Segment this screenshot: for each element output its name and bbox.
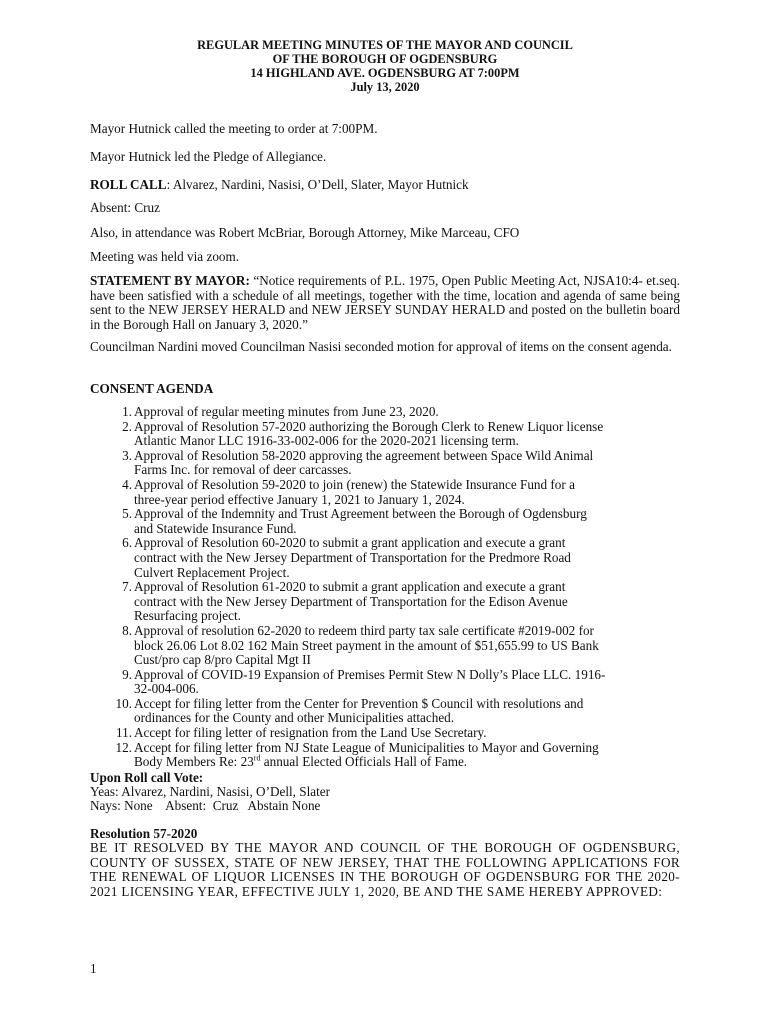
agenda-item-line: Approval of COVID-19 Expansion of Premises Permit Stew N Dolly’s Place LLC. 1916- <box>134 666 606 682</box>
agenda-item-line: and Statewide Insurance Fund. <box>134 520 297 536</box>
attendance: Also, in attendance was Robert McBriar, Borough Attorney, Mike Marceau, CFO <box>90 225 520 240</box>
motion: Councilman Nardini moved Councilman Nasisi seconded motion for approval of items on the consent agenda. <box>90 339 672 354</box>
consent-agenda-list <box>90 405 680 770</box>
title-line-3: 14 HIGHLAND AVE. OGDENSBURG AT 7:00PM <box>250 66 520 80</box>
agenda-item-line: Accept for filing letter from NJ State League of Municipalities to Mayor and Governing <box>134 739 599 755</box>
agenda-item-line: Approval of resolution 62-2020 to redeem third party tax sale certificate #2019-002 for <box>134 622 594 638</box>
agenda-item-line: contract with the New Jersey Department of Transportation for the Edison Avenue <box>134 593 568 609</box>
roll-call <box>90 178 680 193</box>
agenda-item-line: Farms Inc. for removal of deer carcasses. <box>134 462 352 478</box>
vote-heading: Upon Roll call Vote: <box>90 770 204 785</box>
agenda-item-line: Approval of Resolution 57-2020 authorizing the Borough Clerk to Renew Liquor license <box>134 418 604 434</box>
agenda-item <box>90 624 694 668</box>
roll-call-present: : Alvarez, Nardini, Nasisi, O’Dell, Slater, Mayor Hutnick <box>166 177 469 192</box>
agenda-item-line <box>134 755 694 770</box>
agenda-item-line: Approval of Resolution 59-2020 to join (renew) the Statewide Insurance Fund for a <box>134 476 575 492</box>
agenda-item-line: Culvert Replacement Project. <box>134 564 290 580</box>
statement-text: “Notice requirements of P.L. 1975, Open Public Meeting Act, NJSA10:4- et.seq. have been satisfied with a schedule of all meetings, together with the time, location and agenda of same being sent to the NEW JERSEY HERALD and NEW JERSEY SUNDAY HERALD and posted on the bulletin board in the Borough Hall on January 3, 2020.” <box>90 273 680 332</box>
statement-label: STATEMENT BY MAYOR: <box>90 273 250 288</box>
agenda-item-text: annual Elected Officials Hall of Fame. <box>260 754 468 770</box>
mayor-statement <box>90 274 680 332</box>
agenda-item-number: 12. <box>115 739 132 755</box>
title-line-1: REGULAR MEETING MINUTES OF THE MAYOR AND COUNCIL <box>197 38 573 52</box>
agenda-item <box>90 507 694 536</box>
agenda-item-line: Resurfacing project. <box>134 608 241 624</box>
agenda-item-line: Cust/pro cap 8/pro Capital Mgt II <box>134 652 311 668</box>
title-line-2: OF THE BOROUGH OF OGDENSBURG <box>272 52 498 66</box>
absent: Absent: Cruz <box>90 200 160 215</box>
agenda-item-number: 10. <box>115 695 132 711</box>
vote-yeas: Yeas: Alvarez, Nardini, Nasisi, O’Dell, Slater <box>90 784 331 799</box>
agenda-item-line: 32-004-006. <box>134 681 199 697</box>
agenda-item-line: three-year period effective January 1, 2021 to January 1, 2024. <box>134 491 465 507</box>
page-number: 1 <box>90 961 97 976</box>
agenda-item-number: 5. <box>122 506 132 522</box>
agenda-item-line: Accept for filing letter of resignation from the Land Use Secretary. <box>134 725 487 741</box>
agenda-item <box>90 478 694 507</box>
agenda-item <box>90 405 694 420</box>
agenda-item-line: Approval of the Indemnity and Trust Agreement between the Borough of Ogdensburg <box>134 506 587 522</box>
agenda-item-number: 7. <box>122 579 132 595</box>
agenda-item-line: Approval of Resolution 60-2020 to submit a grant application and execute a grant <box>134 535 566 551</box>
agenda-item <box>90 668 694 697</box>
agenda-item-number: 8. <box>122 622 132 638</box>
agenda-item-number: 1. <box>122 404 132 419</box>
zoom-note: Meeting was held via zoom. <box>90 249 240 264</box>
agenda-item-line: Accept for filing letter from the Center for Prevention $ Council with resolutions and <box>134 695 584 711</box>
resolution-heading: Resolution 57-2020 <box>90 826 198 841</box>
agenda-item-number: 11. <box>116 725 132 741</box>
agenda-item-line: Atlantic Manor LLC 1916-33-002-006 for the 2020-2021 licensing term. <box>134 433 519 449</box>
roll-call-label: ROLL CALL <box>90 177 167 192</box>
consent-agenda-heading: CONSENT AGENDA <box>90 381 214 396</box>
agenda-item-number: 6. <box>122 535 132 551</box>
agenda-item <box>90 536 694 580</box>
agenda-item-line: Approval of Resolution 61-2020 to submit a grant application and execute a grant <box>134 579 566 595</box>
vote-nays: Nays: None Absent: Cruz Abstain None <box>90 798 321 813</box>
agenda-item-line: Approval of regular meeting minutes from June 23, 2020. <box>134 404 439 419</box>
agenda-item <box>90 741 694 770</box>
agenda-item <box>90 449 694 478</box>
agenda-item-number: 2. <box>122 418 132 434</box>
agenda-item-number: 4. <box>122 476 132 492</box>
call-to-order: Mayor Hutnick called the meeting to order at 7:00PM. <box>90 121 378 136</box>
agenda-item-line: Approval of Resolution 58-2020 approving the agreement between Space Wild Animal <box>134 447 594 463</box>
agenda-item <box>90 726 694 741</box>
ordinal-suffix: rd <box>253 753 261 763</box>
resolution-text: BE IT RESOLVED BY THE MAYOR AND COUNCIL OF THE BOROUGH OF OGDENSBURG, COUNTY OF SUSSEX, STATE OF NEW JERSEY, THAT THE FOLLOWING APPLICATIONS FOR THE RENEWAL OF LIQUOR LICENSES IN THE BOROUGH OF OGDENSBURG FOR THE 2020-2021 LICENSING YEAR, EFFECTIVE JULY 1, 2020, BE AND THE SAME HEREBY APPROVED: <box>90 840 680 899</box>
agenda-item <box>90 420 694 449</box>
agenda-item-line: ordinances for the County and other Municipalities attached. <box>134 710 455 726</box>
agenda-item-line: block 26.06 Lot 8.02 162 Main Street payment in the amount of $51,655.99 to US Bank <box>134 637 599 653</box>
meeting-date: July 13, 2020 <box>350 80 420 94</box>
agenda-item-text: Body Members Re: 23 <box>134 754 254 770</box>
agenda-item <box>90 580 694 624</box>
agenda-item-line: contract with the New Jersey Department of Transportation for the Predmore Road <box>134 549 571 565</box>
agenda-item-number: 9. <box>122 666 132 682</box>
pledge: Mayor Hutnick led the Pledge of Allegiance. <box>90 149 327 164</box>
agenda-item <box>90 697 694 726</box>
document-title <box>90 38 680 94</box>
agenda-item-number: 3. <box>122 447 132 463</box>
